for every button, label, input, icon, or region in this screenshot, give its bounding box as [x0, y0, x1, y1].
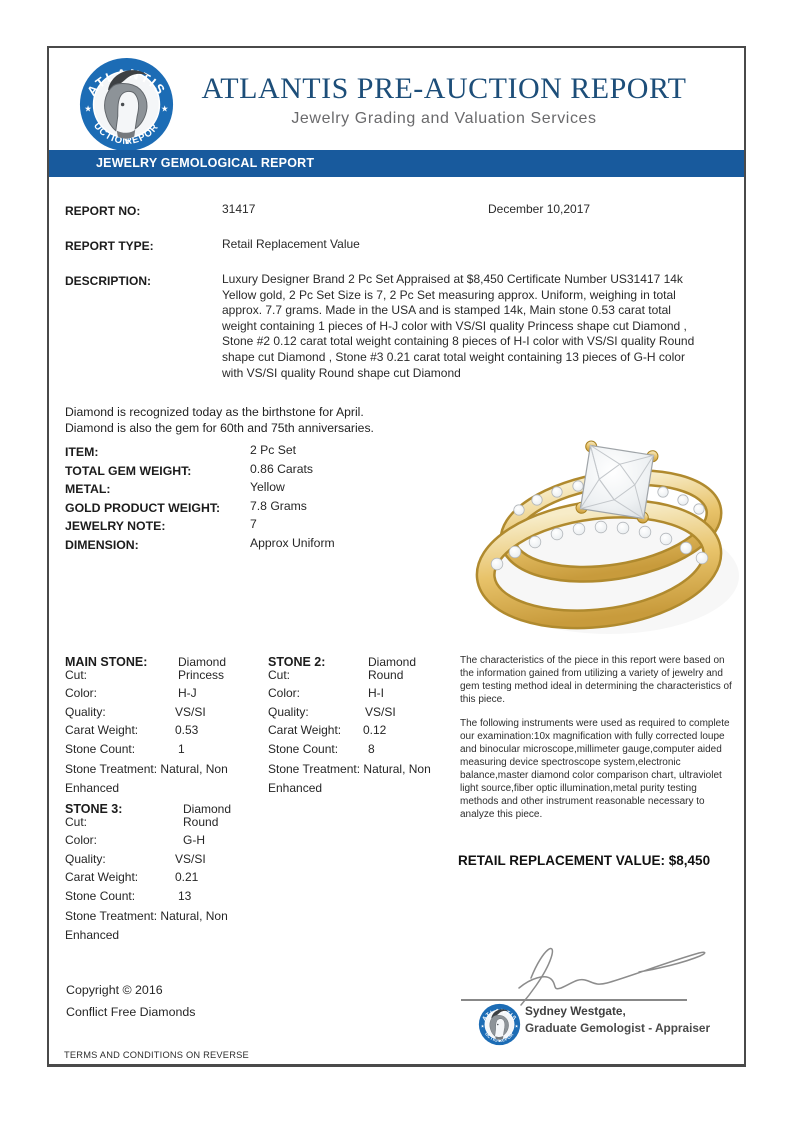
- report-banner: JEWELRY GEMOLOGICAL REPORT: [49, 150, 744, 177]
- report-no-row: [65, 202, 734, 220]
- carat-value: 0.53: [175, 723, 199, 737]
- table-row: [65, 499, 425, 518]
- copyright-text: Copyright © 2016: [66, 983, 163, 997]
- item-label: METAL:: [65, 482, 111, 497]
- count-label: Stone Count:: [65, 888, 136, 903]
- page-subtitle: Jewelry Grading and Valuation Services: [291, 110, 597, 127]
- quality-value: VS/SI: [175, 851, 206, 866]
- stone-3-section: [65, 802, 257, 944]
- value-amount: $8,450: [668, 853, 711, 868]
- table-row: [65, 443, 425, 462]
- examination-notes: [460, 654, 733, 832]
- item-value: 7: [250, 517, 257, 532]
- item-label: DIMENSION:: [65, 537, 139, 552]
- signature-scribble: [499, 936, 714, 1006]
- count-value: 13: [178, 888, 192, 903]
- gem-facts: [65, 404, 374, 436]
- carat-label: Carat Weight:: [65, 723, 139, 737]
- appraiser-badge: [478, 1003, 521, 1046]
- item-details-table: [65, 443, 425, 555]
- color-value: G-H: [183, 833, 205, 847]
- terms-footer: TERMS AND CONDITIONS ON REVERSE: [64, 1050, 249, 1060]
- appraiser-title: Graduate Gemologist - Appraiser: [525, 1021, 711, 1035]
- signature-line: [461, 999, 687, 1001]
- carat-value: 0.21: [175, 870, 199, 884]
- treatment-label: Stone Treatment:: [65, 762, 158, 776]
- main-stone-section: [65, 655, 257, 797]
- item-label: ITEM:: [65, 445, 99, 459]
- treatment-label: Stone Treatment:: [65, 909, 158, 923]
- quality-label: Quality:: [65, 704, 106, 719]
- cut-value: Round: [368, 667, 404, 682]
- description-row: [65, 272, 734, 380]
- stone-2-section: [268, 655, 460, 797]
- stone-type: Diamond: [178, 655, 227, 669]
- gem-fact-line2: Diamond is also the gem for 60th and 75th anniversaries.: [65, 421, 374, 436]
- treatment-label: Stone Treatment:: [268, 762, 361, 776]
- report-sheet: [47, 46, 746, 1067]
- carat-value: 0.12: [363, 723, 387, 737]
- quality-value: VS/SI: [175, 704, 206, 719]
- treatment-value: Natural, Non Enhanced: [65, 909, 228, 942]
- item-value: 2 Pc Set: [250, 443, 297, 457]
- treatment-value: Natural, Non Enhanced: [268, 762, 431, 795]
- stone-title: STONE 3:: [65, 802, 123, 816]
- notes-paragraph-2: The following instruments were used as required to complete our examination:10x magnification with fully corrected loupe and binocular microscope,millimeter gauge,computer aided measuring device spectroscope system,electronic balance,master diamond color comparison chart, ultraviolet light source,fiber optic illumination,metal purity testing methods and other instrument reasonable necessary to analyze this piece.: [460, 718, 730, 820]
- item-label: GOLD PRODUCT WEIGHT:: [65, 500, 221, 515]
- report-type-label: REPORT TYPE:: [65, 239, 154, 253]
- report-date: December 10,2017: [488, 202, 591, 216]
- conflict-free-text: Conflict Free Diamonds: [66, 1005, 196, 1019]
- color-label: Color:: [268, 686, 301, 700]
- count-label: Stone Count:: [268, 741, 339, 756]
- color-value: H-J: [178, 686, 197, 700]
- quality-label: Quality:: [268, 704, 309, 719]
- cut-value: Round: [183, 814, 219, 829]
- color-value: H-I: [368, 686, 384, 700]
- carat-label: Carat Weight:: [65, 870, 139, 884]
- item-value: Yellow: [250, 480, 285, 495]
- cut-label: Cut:: [65, 814, 88, 829]
- item-value: 7.8 Grams: [250, 498, 307, 513]
- count-value: 1: [178, 741, 185, 756]
- table-row: [65, 462, 425, 481]
- cut-label: Cut:: [268, 667, 291, 682]
- retail-replacement-value: [458, 853, 710, 868]
- carat-label: Carat Weight:: [268, 723, 342, 737]
- color-label: Color:: [65, 833, 98, 847]
- stone-type: Diamond: [183, 802, 232, 816]
- table-row: [65, 536, 425, 555]
- description-label: DESCRIPTION:: [65, 274, 152, 288]
- report-type-row: [65, 237, 734, 255]
- count-value: 8: [368, 741, 375, 756]
- notes-paragraph-1: The characteristics of the piece in this report were based on the information gained from utilizing a variety of jewelry and gem testing method ideal in determining the characteristics of this piece.: [460, 655, 732, 705]
- cut-label: Cut:: [65, 667, 88, 682]
- report-type-value: Retail Replacement Value: [222, 237, 360, 251]
- item-value: Approx Uniform: [250, 535, 335, 550]
- item-value: 0.86 Carats: [250, 461, 314, 476]
- cut-value: Princess: [178, 667, 225, 682]
- treatment-value: Natural, Non Enhanced: [65, 762, 228, 795]
- table-row: [65, 517, 425, 536]
- gem-fact-line1: Diamond is recognized today as the birthstone for April.: [65, 405, 364, 419]
- item-label: TOTAL GEM WEIGHT:: [65, 463, 192, 478]
- value-label: RETAIL REPLACEMENT VALUE:: [458, 853, 666, 868]
- count-label: Stone Count:: [65, 741, 136, 756]
- item-label: JEWELRY NOTE:: [65, 519, 166, 534]
- appraiser-name: Sydney Westgate,: [525, 1004, 626, 1018]
- report-no-value: 31417: [222, 202, 256, 216]
- page-title: ATLANTIS PRE-AUCTION REPORT: [201, 72, 687, 105]
- description-text: Luxury Designer Brand 2 Pc Set Appraised at $8,450 Certificate Number US31417 14k Yellow gold, 2 Pc Set Size is 7, 2 Pc Set measuring approx. Uniform, weighing in total approx. 7.7 grams. Made in the USA and is stamped 14k, Main stone 0.53 carat total weight containing 1 pieces of H-J color with VS/SI quality Princess shape cut Diamond , Stone #2 0.12 carat total weight containing 8 pieces of H-I color with VS/SI quality Round shape cut Diamond , Stone #3 0.21 carat total weight containing 13 pieces of G-H color with VS/SI quality Round shape cut Diamond: [222, 272, 695, 380]
- color-label: Color:: [65, 686, 98, 700]
- quality-label: Quality:: [65, 851, 106, 866]
- report-no-label: REPORT NO:: [65, 204, 141, 218]
- ring-photo: [469, 426, 749, 640]
- stone-title: STONE 2:: [268, 655, 326, 669]
- stone-type: Diamond: [368, 655, 417, 669]
- stone-title: MAIN STONE:: [65, 655, 148, 669]
- table-row: [65, 480, 425, 499]
- quality-value: VS/SI: [365, 704, 396, 719]
